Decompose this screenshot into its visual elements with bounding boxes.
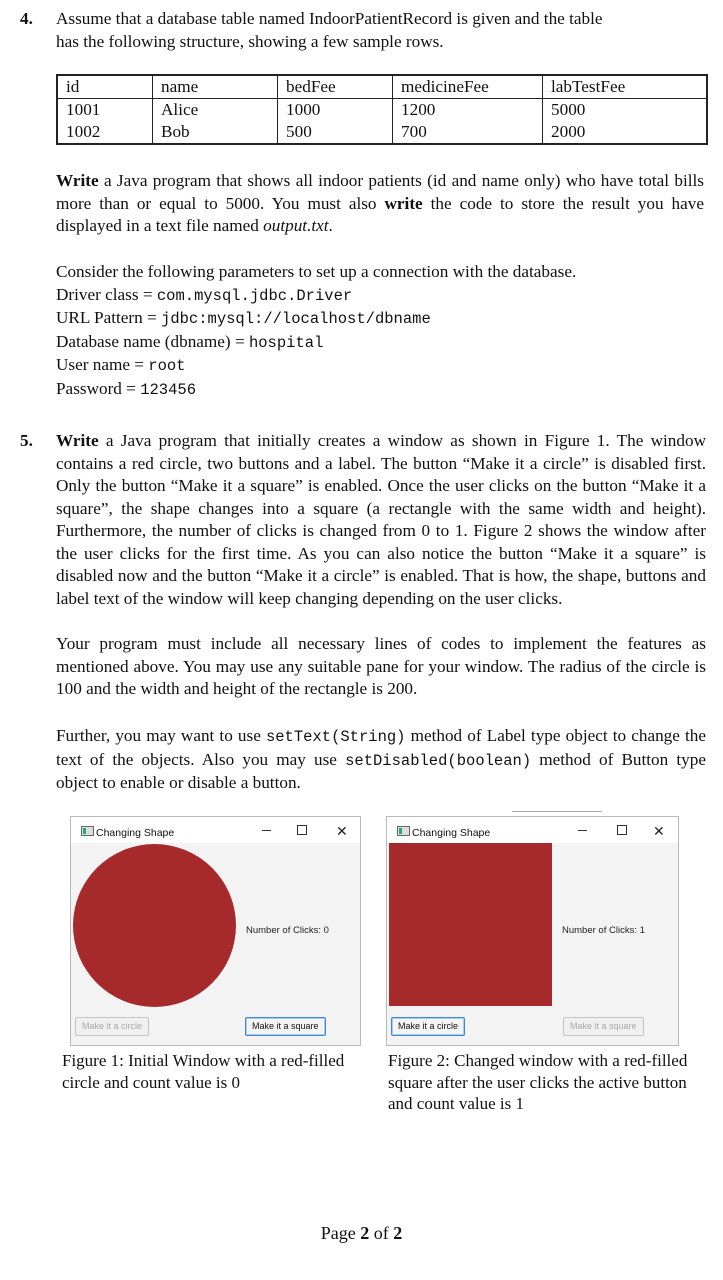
red-square [389, 843, 552, 1006]
bold-write: write [384, 193, 423, 213]
table-cell: 700 [393, 121, 543, 144]
param-value: 123456 [140, 380, 196, 399]
question-5-paragraph-2: Your program must include all necessary lines of codes to implement the features as mentioned above. You may use any suitable pane for your window. The radius of the circle is 100 and the width and height of the rectangle is 200. [56, 634, 706, 698]
table-cell: 2000 [543, 121, 708, 144]
param-value: com.mysql.jdbc.Driver [156, 286, 353, 305]
bold-write: Write [56, 171, 99, 190]
minimize-icon[interactable] [578, 830, 587, 831]
question-5-paragraph-3 [56, 725, 706, 795]
click-count-label: Number of Clicks: 0 [246, 925, 329, 936]
param-label: Driver class = [56, 284, 157, 304]
param-label: User name = [56, 355, 149, 374]
task-text: the code to store the result you have displayed in a text file named [56, 193, 704, 235]
table-row [57, 121, 707, 144]
question-4-task [56, 170, 704, 238]
param-database-name [56, 331, 704, 355]
param-password [56, 378, 704, 402]
task-text: . [328, 216, 333, 235]
table-cell: 1200 [393, 99, 543, 122]
title-bar [71, 817, 360, 843]
divider [512, 811, 602, 812]
close-icon[interactable]: ✕ [336, 823, 348, 839]
header-cell: id [57, 75, 153, 99]
table-row [57, 99, 707, 122]
header-cell: medicineFee [393, 75, 543, 99]
table-cell: 1001 [66, 100, 101, 119]
table-cell: 1002 [66, 122, 101, 141]
click-count-label: Number of Clicks: 1 [562, 925, 645, 936]
current-page: 2 [360, 1223, 370, 1243]
header-cell: name [153, 75, 278, 99]
question-4-intro [56, 8, 704, 53]
page-number [0, 1222, 723, 1245]
question-5-paragraph-1 [56, 430, 706, 610]
make-circle-button[interactable]: Make it a circle [75, 1017, 149, 1036]
page-separator: of [369, 1223, 394, 1243]
title-bar [387, 817, 678, 843]
table-cell: 5000 [543, 99, 708, 122]
table-cell: Alice [153, 99, 278, 122]
param-label: URL Pattern = [56, 308, 162, 327]
connection-parameters [56, 261, 704, 401]
figure-2-window [386, 816, 679, 1046]
param-label: Password = [56, 378, 141, 398]
maximize-icon[interactable] [617, 825, 627, 835]
close-icon[interactable]: ✕ [653, 823, 665, 839]
param-user-name [56, 354, 704, 378]
window-title: Changing Shape [412, 827, 491, 839]
table-cell: Bob [153, 121, 278, 144]
table-header-row [57, 75, 707, 99]
param-value: hospital [248, 333, 324, 352]
q5-text: method of Label type object to change the text of the objects. Also you may use [56, 726, 706, 769]
code-settext: setText(String) [265, 728, 406, 746]
params-intro: Consider the following parameters to set up a connection with the database. [56, 262, 577, 281]
table-cell: 500 [278, 121, 393, 144]
patient-record-table [56, 74, 708, 145]
question-4-number: 4. [20, 9, 33, 28]
make-square-button[interactable]: Make it a square [245, 1017, 326, 1036]
table-cell: 1000 [278, 99, 393, 122]
red-circle [73, 844, 236, 1007]
param-url-pattern [56, 307, 704, 331]
param-label: Database name (dbname) = [56, 331, 249, 351]
bold-write: Write [56, 431, 99, 450]
header-cell: bedFee [278, 75, 393, 99]
app-icon [397, 826, 410, 836]
maximize-icon[interactable] [297, 825, 307, 835]
figure-1-caption: Figure 1: Initial Window with a red-filled circle and count value is 0 [62, 1051, 345, 1092]
task-text: a Java program that shows all indoor patients (id and name only) who have total bills more than or equal to 5000. You must also [56, 171, 704, 213]
page-prefix: Page [320, 1223, 361, 1243]
figure-2-caption: Figure 2: Changed window with a red-filled square after the user clicks the active button and count value is 1 [388, 1051, 688, 1113]
code-setdisabled: setDisabled(boolean) [345, 751, 532, 770]
q5-text: a Java program that initially creates a window as shown in Figure 1. The window contains a red circle, two buttons and a label. The button “Make it a circle” is disabled first. Only the button “Make it a square” is enabled. Once the user clicks on the button “Make it a square”, the shape changes into a square (a rectangle with the same width and height). Furthermore, the number of clicks is changed from 0 to 1. Figure 2 shows the window after the user clicks for the first time. As you can also notice the button “Make it a square” is disabled now and the button “Make it a circle” is enabled. That is how, the shape, buttons and label text of the window will keep changing depending on the user clicks. [56, 431, 706, 608]
param-driver-class [56, 284, 704, 308]
total-pages: 2 [393, 1223, 403, 1243]
make-square-button[interactable]: Make it a square [563, 1017, 644, 1036]
window-title: Changing Shape [96, 827, 175, 839]
intro-line: has the following structure, showing a few sample rows. [56, 31, 444, 51]
intro-line: Assume that a database table named IndoorPatientRecord is given and the table [56, 9, 603, 28]
output-filename: output.txt [263, 216, 329, 235]
param-value: jdbc:mysql://localhost/dbname [161, 310, 431, 328]
q5-text: Further, you may want to use [56, 726, 266, 745]
make-circle-button[interactable]: Make it a circle [391, 1017, 465, 1036]
q5-text: method of Button type object to enable or disable a button. [56, 749, 706, 792]
figure-1-window [70, 816, 361, 1046]
app-icon [81, 826, 94, 836]
header-cell: labTestFee [543, 75, 708, 99]
question-5-number: 5. [20, 431, 33, 450]
minimize-icon[interactable] [262, 830, 271, 831]
param-value: root [148, 357, 186, 375]
